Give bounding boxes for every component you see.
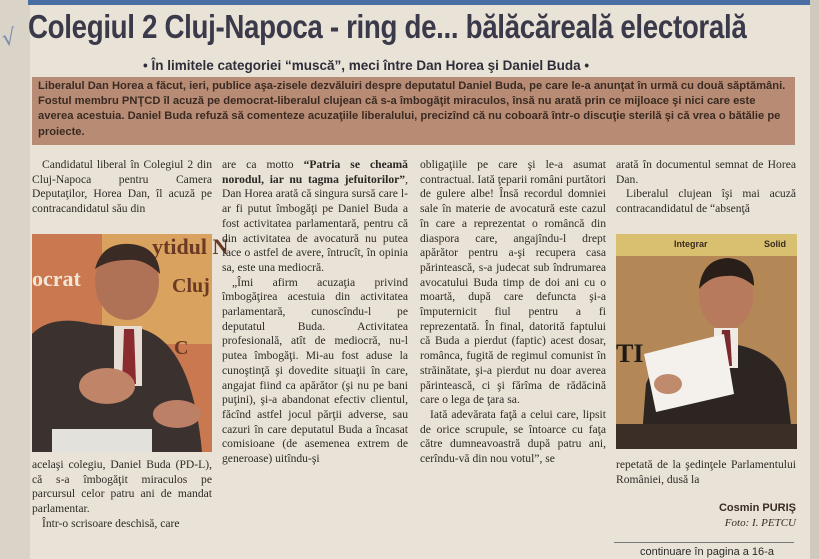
banner-text: ytidul N	[152, 234, 229, 259]
photo-daniel-buda	[616, 234, 797, 449]
portrait-image	[616, 234, 797, 449]
article-lead: Liberalul Dan Horea a făcut, ieri, publice aşa-zisele dezvăluiri despre deputatul Daniel Buda, pe care le-a anunţat în urmă cu două săptămâni. Fostul membru PNŢCD îl acuză pe democrat-liberalul clujean că s-a îmbogăţit miraculos, însă nu arată prin ce mijloace şi nici care este averea acestuia. Daniel Buda refuză să comenteze acuzaţiile liberalului, precizînd că nu coboară într-o discuţie sterilă şi că vrea o bătălie pe proiecte.	[32, 77, 795, 145]
adjacent-page-edge	[0, 0, 30, 559]
paragraph: acelaşi colegiu, Daniel Buda (PD-L), că s-a îmbogăţit miraculos pe parcursul celor patru ani de mandat parlamentar.	[32, 458, 212, 516]
column-4-bottom	[616, 458, 796, 487]
paragraph: Iată adevărata faţă a celui care, lipsit de orice scrupule, se întoarce cu faţa către dumneavoastră după patru ani, cerîndu-vă din nou votul”, se	[420, 407, 606, 466]
paragraph: Liberalul clujean îşi mai acuză contracandidatul de “absenţă	[616, 187, 796, 216]
article-subheadline: • În limitele categoriei “muscă”, meci între Dan Horea şi Daniel Buda •	[143, 58, 590, 73]
continuation-note: continuare în pagina a 16-a	[640, 546, 774, 558]
paragraph: obligaţiile pe care şi le-a asumat contractual. Iată ţeparii români purtători de gulere albe! Însă recordul domniei sale în materie de avocatură este cazul în care a reprezentat o româncă din diaspora care, angajîndu-l drept apărător pentru a-şi recupera casa părintească, s-a judecat sub îndrumarea avocatului Buda timp de doi ani cu o moartă, după care defuncta şi-a împuternicit fiul pentru a fi reprezentată. În final, datorită faptului că Buda a pierdut (faptic) acest dosar, românca, fugită de regimul comunist în străinătate, şi-a pierdut nu doar averea părintească, ci şi fărîma de rădăcină care o lega de ţara sa.	[420, 158, 606, 407]
photo-credit: Foto: I. PETCU	[724, 517, 796, 529]
banner-text: Integrar	[674, 239, 708, 249]
banner-text: ocrat	[32, 266, 81, 291]
column-3	[420, 158, 606, 467]
column-1-bottom	[32, 458, 212, 532]
continuation-rule	[614, 542, 794, 543]
article-headline: Colegiul 2 Cluj-Napoca - ring de... bălăcăreală electorală	[28, 8, 747, 45]
banner-text: Solid	[764, 239, 786, 249]
text-run: , Dan Horea arată că singura sursă care l-ar fi putut îmbogăţi pe Daniel Buda a fost activitatea parlamentară, pentru că din activitatea de avocatură nu putea face o astfel de avere, întrucît, în opinia sa, este una mediocră.	[222, 172, 408, 274]
pen-mark-icon: √	[0, 24, 19, 53]
paragraph: „Îmi afirm acuzaţia privind îmbogăţirea acestuia din activitatea parlamentară, cunoscîndu-l pe deputatul Buda. Activitatea profesională, atît de mediocră, nu-l putea îmbogăţi. Mi-au fost aduse la cunoştinţă şi dovedite situaţii în care, angajat fiind ca apărător (şi nu pe bani puţini), şi-a abandonat efectiv clientul, făcînd astfel jocul părţii adverse, sau cazuri în care deputatul Buda a încasat comisioane (de asemenea extrem de generoase) uitîndu-şi	[222, 275, 408, 466]
motto-quote: “Patria se cheamă norodul, iar nu tagma jefuitorilor”	[222, 158, 408, 186]
text-run: are ca motto	[222, 158, 304, 171]
banner-text: TI	[616, 339, 644, 368]
banner-text: C	[174, 337, 189, 359]
column-2	[222, 158, 408, 467]
page-top-rule	[28, 0, 819, 5]
paragraph: repetată de la şedinţele Parlamentului României, dusă la	[616, 458, 796, 486]
portrait-image	[32, 234, 229, 452]
column-4-top	[616, 158, 796, 217]
paragraph: arată în documentul semnat de Horea Dan.	[616, 158, 796, 186]
paragraph: Candidatul liberal în Colegiul 2 din Cluj-Napoca pentru Camera Deputaţilor, Horea Dan, îl acuză pe contracandidatul său din	[32, 158, 212, 216]
banner-text: Cluj	[172, 275, 210, 297]
column-1-top	[32, 158, 212, 217]
photo-dan-horea	[32, 234, 229, 452]
paragraph: Într-o scrisoare deschisă, care	[42, 516, 180, 530]
author-signature: Cosmin PURIŞ	[718, 502, 796, 514]
paragraph	[222, 158, 408, 276]
page-right-edge	[810, 0, 819, 559]
